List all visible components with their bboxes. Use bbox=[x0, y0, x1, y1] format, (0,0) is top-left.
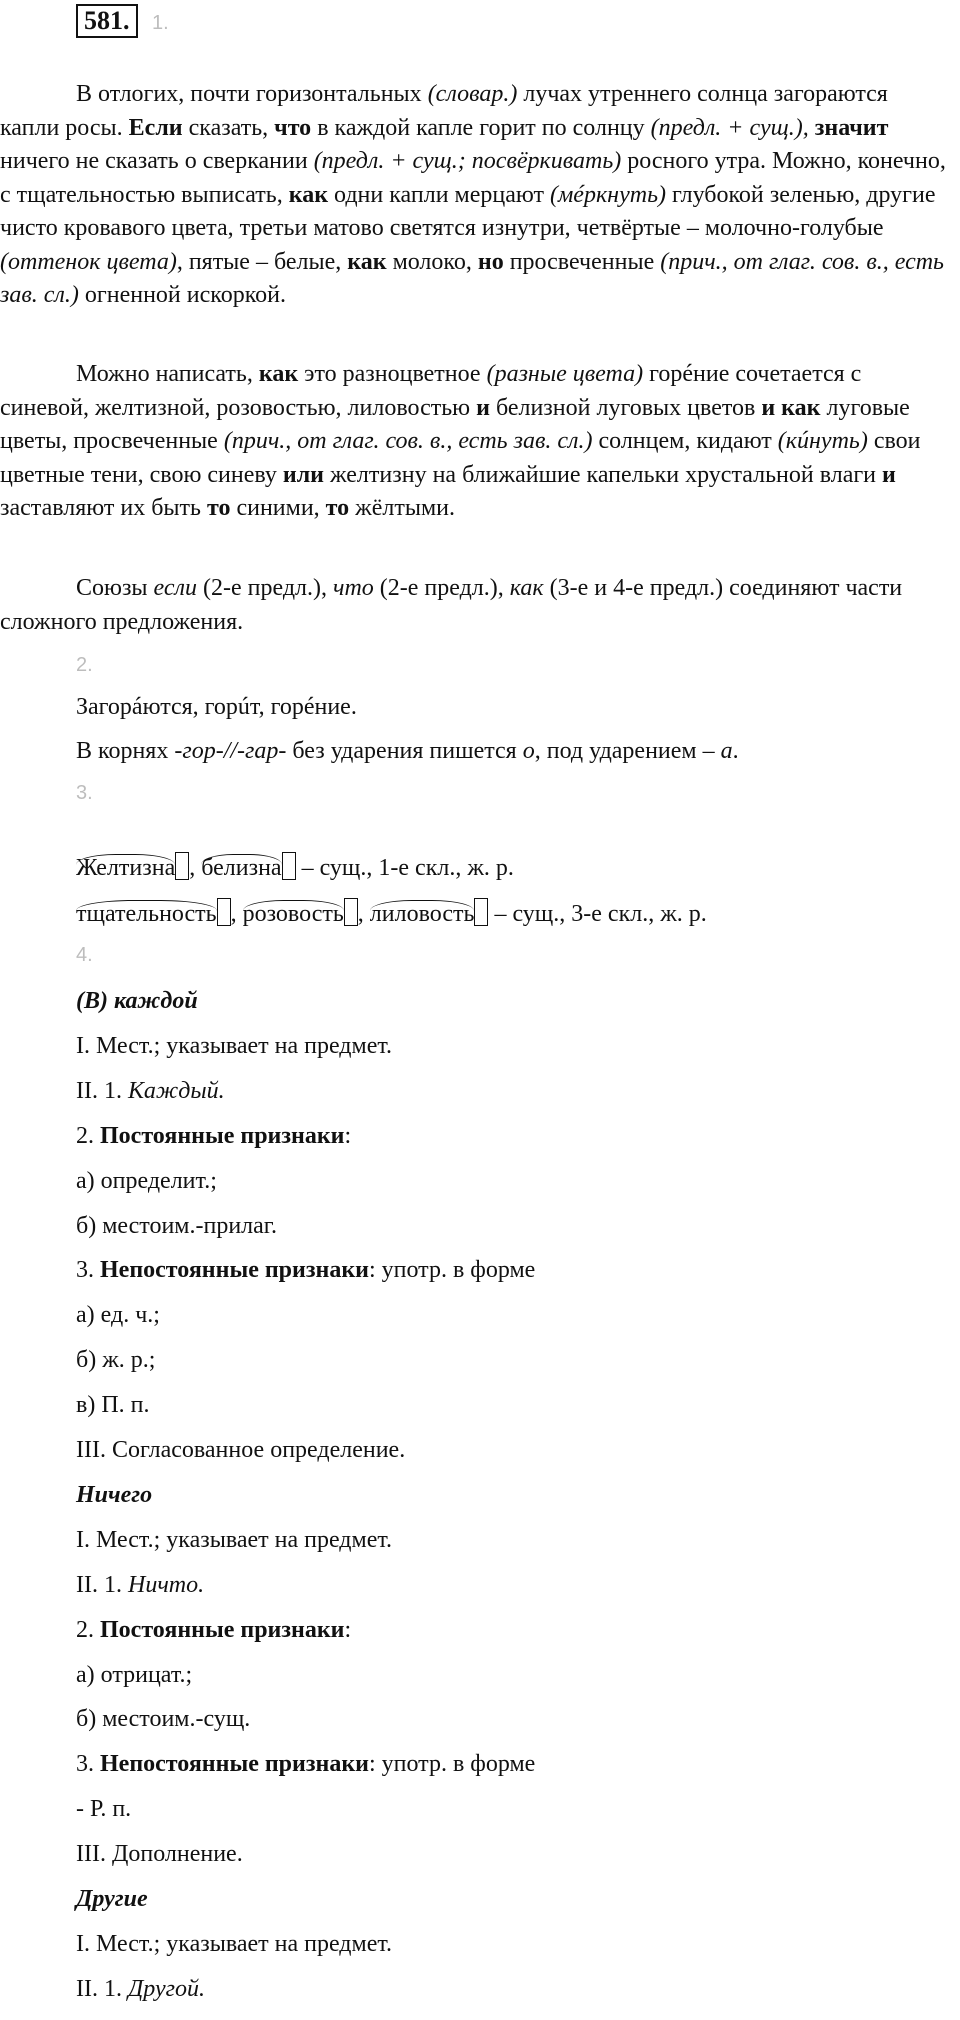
analysis-line: I. Мест.; указывает на предмет. bbox=[76, 1527, 393, 1553]
analysis-line: б) местоим.-сущ. bbox=[76, 1706, 251, 1732]
analysis-line: III. Дополнение. bbox=[76, 1841, 243, 1867]
analysis-line: б) ж. р.; bbox=[76, 1347, 156, 1373]
analysis-line: III. Согласованное определение. bbox=[76, 1437, 406, 1463]
ending-box bbox=[175, 852, 189, 880]
word-belizna: белизна bbox=[201, 855, 282, 881]
section-number-2: 2. bbox=[76, 654, 93, 676]
paragraph-3: Союзы если (2-е предл.), что (2-е предл.), как (3-е и 4-е предл.) соединяют части сложного предложения. bbox=[0, 575, 903, 635]
ending-box bbox=[344, 898, 358, 926]
spelling-rule: В корнях -гор-//-гар- без ударения пишется о, под ударением – а. bbox=[76, 738, 739, 764]
analysis-line: 2. Постоянные признаки: bbox=[76, 1617, 352, 1643]
word-tshchatelnost: тщательность bbox=[76, 901, 217, 927]
ending-box bbox=[282, 852, 296, 880]
analysis-line: II. 1. Другой. bbox=[76, 1976, 205, 2002]
analysis-line: а) отрицат.; bbox=[76, 1662, 193, 1688]
stressed-words: Загорáются, горúт, горéние. bbox=[76, 694, 357, 720]
paragraph-2: Можно написать, как это разноцветное (разные цвета) горéние сочетается с синевой, желтизной, розовостью, лиловостью и белизной луговых цветов и как луговые цветы, просвеченные (прич., от глаг. сов. в., есть зав. сл.) солнцем, кидают (кúнуть) свои цветные тени, свою синеву или желтизну на ближайшие капельки хрустальной влаги и заставляют их быть то синими, то жёлтыми. bbox=[0, 361, 921, 521]
analysis-line: б) местоим.-прилаг. bbox=[76, 1213, 277, 1239]
analysis-line: I. Мест.; указывает на предмет. bbox=[76, 1033, 393, 1059]
exercise-number: 581. bbox=[76, 4, 138, 38]
analysis-line: - Р. п. bbox=[76, 1796, 132, 1822]
ending-box bbox=[217, 898, 231, 926]
analysis-line: (В) каждой bbox=[76, 988, 198, 1014]
analysis-line: а) ед. ч.; bbox=[76, 1302, 160, 1328]
analysis-line: II. 1. Ничто. bbox=[76, 1572, 205, 1598]
analysis-line: в) П. п. bbox=[76, 1392, 150, 1418]
word-rozovost: розовость bbox=[242, 901, 344, 927]
analysis-line: а) определит.; bbox=[76, 1168, 217, 1194]
word-zheltizna: Желтизна bbox=[76, 855, 176, 881]
paragraph-1: В отлогих, почти горизонтальных (словар.) лучах утреннего солнца загораются капли росы. Если сказать, что в каждой капле горит по солнцу (предл. + сущ.), значит ничего не сказать о сверкании (предл. + сущ.; посвёркивать) росного утра. Можно, конечно, с тщательностью выписать, как одни капли мерцают (мéркнуть) глубокой зеленью, другие чисто кровавого цвета, третьи матово светятся изнутри, четвёртые – молочно-голубые (оттенок цвета), пятые – белые, как молоко, но просвеченные (прич., от глаг. сов. в., есть зав. сл.) огненной искоркой. bbox=[0, 81, 946, 308]
section-number-4: 4. bbox=[76, 944, 93, 966]
word-lilovost: лиловость bbox=[369, 901, 475, 927]
analysis-line: 3. Непостоянные признаки: употр. в форме bbox=[76, 1257, 536, 1283]
section-number-3: 3. bbox=[76, 782, 93, 804]
analysis-line: II. 1. Каждый. bbox=[76, 1078, 225, 1104]
analysis-line: 2. Постоянные признаки: bbox=[76, 1123, 352, 1149]
section-number-1: 1. bbox=[152, 12, 169, 34]
analysis-line: Другие bbox=[76, 1886, 148, 1912]
analysis-line: 3. Непостоянные признаки: употр. в форме bbox=[76, 1751, 536, 1777]
analysis-line: I. Мест.; указывает на предмет. bbox=[76, 1931, 393, 1957]
nouns-line-2: тщательность , розовость , лиловость – сущ., 3-е скл., ж. р. bbox=[76, 898, 707, 929]
analysis-line: Ничего bbox=[76, 1482, 153, 1508]
ending-box bbox=[474, 898, 488, 926]
nouns-line-1: Желтизна , белизна – сущ., 1-е скл., ж. р. bbox=[76, 852, 514, 883]
